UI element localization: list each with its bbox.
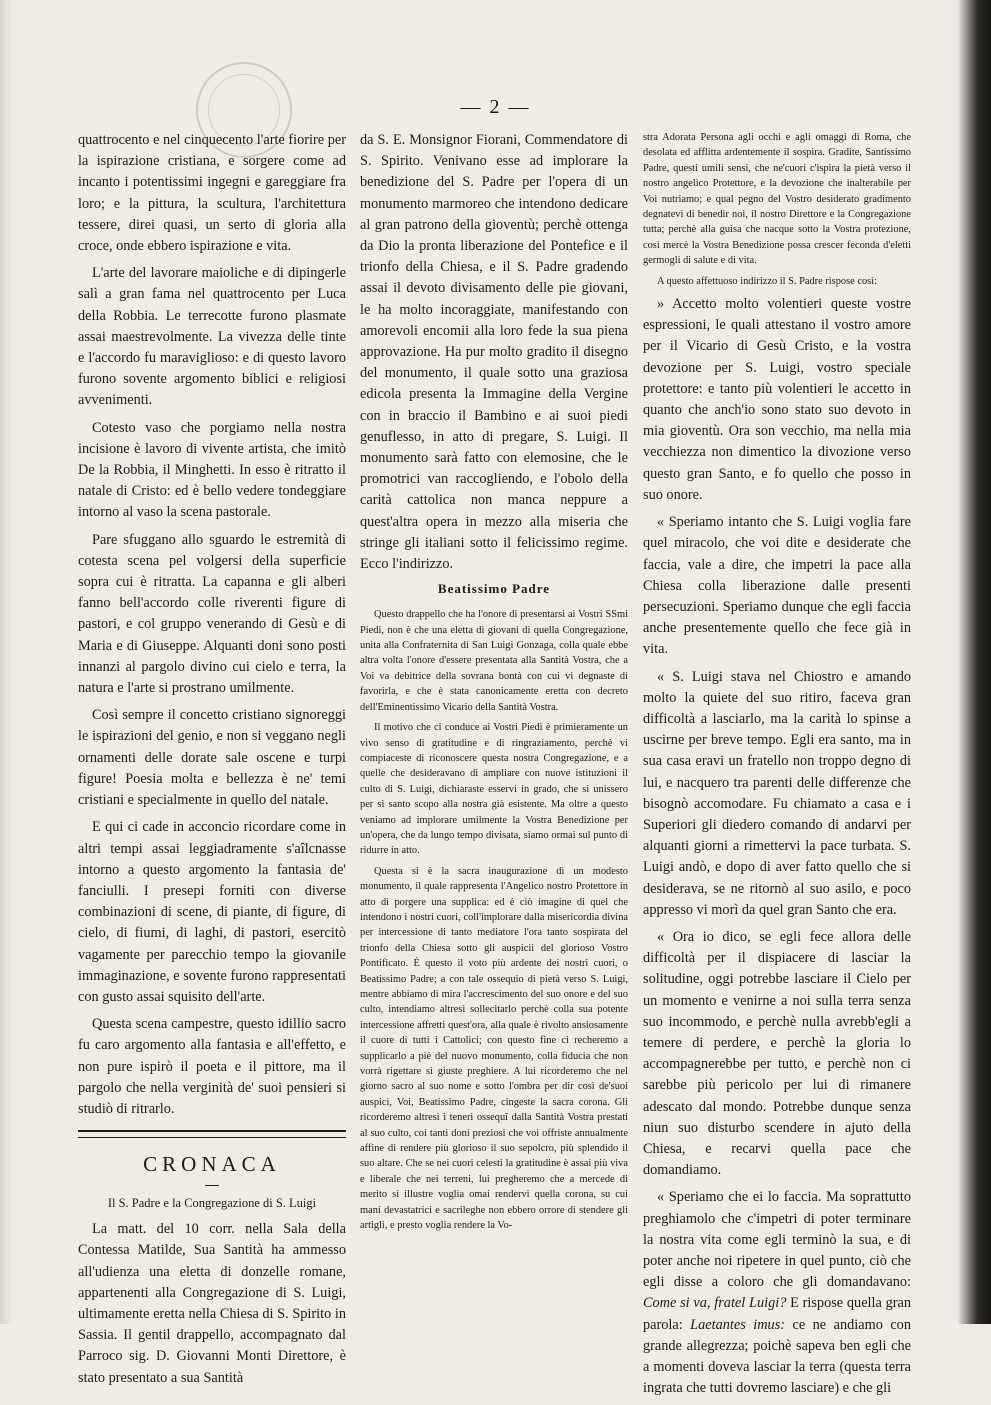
paragraph: » Accetto molto volentieri queste vostre espressioni, le quali attestano il vostro amore per il Vicario di Gesù Cristo, e la vostra devozione per S. Luigi, vostro speciale protettore: e tanto più volentieri le accetto in quanto che anch'io sono stato suo devoto in mia gioventù. Ora son vecchio, ma nella mia vecchiezza non dimentico la divozione verso questo gran Santo, e fo quello che posso in suo onore.: [643, 296, 911, 503]
paragraph: Questa scena campestre, questo idillio sacro fu caro argomento alla fantasia e all'effetto, e non pure ispirò il poeta e il pittore, ma il pargolo che nella verginità de' suoi pensieri si studiò di ritrarlo.: [78, 1016, 346, 1117]
paragraph: A questo affettuoso indirizzo il S. Padre rispose così:: [657, 275, 877, 287]
paragraph: da S. E. Monsignor Fiorani, Commendatore di S. Spirito. Venivano esse ad implorare la benedizione del S. Padre per l'opera di un monumento marmoreo che intendono dedicare al gran patrono della gioventù; perchè ottenga da Dio la pronta liberazione del Pontefice e il trionfo della Chiesa, e il S. Padre gradendo assai il devoto divisamento delle pie giovani, le ha molto incoraggiate, manifestando con amorevoli encomii alla loro fede la sua piena approvazione. Ha pur molto gradito il disegno del monumento, il quale sotto una graziosa edicola presenta la Immagine della Vergine con in braccio il Bambino e ai suoi piedi genuflesso, in atto di pregare, S. Luigi. Il monumento sarà fatto con elemosine, che le promotrici van raccogliendo, e l'obolo della carità cattolica non manca neppure a quest'altra opera in mezzo alla miseria che stringe gli italiani sotto il felicissimo regime. Ecco l'indirizzo.: [360, 132, 628, 573]
italic-quote: Come si va, fratel Luigi?: [643, 1295, 787, 1312]
paragraph: Cotesto vaso che porgiamo nella nostra incisione è lavoro di vivente artista, che imitò De la Robbia, il Minghetti. In esso è ritratto il natale di Cristo: ed è bello vedere tondeggiare intorno al vaso la scena pastorale.: [78, 419, 346, 521]
paragraph: quattrocento e nel cinquecento l'arte fiorire per la ispirazione cristiana, e sorgere come ad incanto i potentissimi ingegni e gareggiare fra loro; e la pittura, la scultura, l'architettura tessere, direi quasi, un serto di gloria alla croce, onde ebbero ispirazione e vita.: [78, 132, 346, 255]
scan-right-edge: [957, 0, 991, 1324]
paragraph: Pare sfuggano allo sguardo le estremità di cotesta scena pel volgersi della superficie sopra cui è ritratta. La capanna e gli alberi fanno bell'accordo colle riverenti figure di pastori, e col gruppo venerando di Gesù e di Maria e di Giuseppe. Alquanti doni sono posti innanzi al pargolo divino cui cielo e terra, la natura e l'arte si prostrano umilmente.: [78, 531, 346, 697]
italic-quote: Laetantes imus:: [690, 1316, 786, 1333]
page-number: — 2 —: [460, 96, 531, 118]
paragraph: L'arte del lavorare maioliche e di dipingerle salì a gran fama nel quattrocento per Luca della Robbia. Le terrecotte furono plasmate assai maestrevolmente. La vivezza delle tinte e l'accordo fu maraviglioso: e di questo lavoro furono sovente argomento biblici e religiosi avvenimenti.: [78, 265, 346, 409]
paragraph: La matt. del 10 corr. nella Sala della Contessa Matilde, Sua Santità ha ammesso all'udienza una eletta di donzelle romane, appartenenti alla Congregazione di S. Luigi, ultimamente eretta nella Chiesa di S. Spirito in Sassia. Il gentil drappello, accompagnato dal Parroco sig. D. Giovanni Monti Direttore, è stato presentato a sua Santità: [78, 1221, 346, 1386]
text-run: « Speriamo che ei lo faccia. Ma soprattutto preghiamolo che c'impetri di poter terminare la nostra vita come egli terminò la sua, e di poter anche noi ripetere in quel punto, ciò che egli disse a coloro che gli domandavano:: [643, 1189, 911, 1291]
title-dash: [205, 1185, 219, 1186]
text-run: E rispose quella gran parola:: [643, 1295, 912, 1333]
paragraph: Così sempre il concetto cristiano signoreggi le ispirazioni del genio, e non si veggano negli ornamenti delle dorate sale oscene e turpi figure! Poesia molta e bellezza è ne' temi cristiani e specialmente in quello del natale.: [78, 707, 346, 809]
paragraph: [643, 1187, 911, 1399]
section-divider: [78, 1130, 346, 1138]
address-heading: Beatissimo Padre: [437, 581, 551, 597]
column-1: [78, 130, 346, 1395]
paragraph: E qui ci cade in acconcio ricordare come in altri tempi assai leggiadramente s'aîlcnasse intorno a questo argomento la fantasia de' fanciulli. I presepi forniti con diverse combinazioni di scene, di piante, di figure, di cielo, di fiumi, di laghi, di pastori, esercitò vagamente per parecchio tempo la giovanile immaginazione, e sovente furono rappresentati con gusto assai squisito dell'arte.: [78, 819, 346, 1005]
scan-left-edge: [0, 0, 14, 1324]
address-paragraph: Il motivo che ci conduce ai Vostri Piedi è primieramente un vivo senso di gratitudine e di ringraziamento, perchè vi compiaceste di riconoscere questa nostra Congregazione, e a quelle che desideravano di ampliare con nuove istituzioni il culto di S. Luigi, dichiaraste esservi in grado, che si unissero per sì santo scopo alla nostra già esistente. Ma oltre a questo veniamo ad implorare umilmente la Vostra Benedizione per un'opera, che da lungo tempo divisata, siamo ormai sul punto di ridurre in atto.: [360, 722, 628, 857]
text-run: ce ne andiamo con grande allegrezza; poichè sapeva ben egli che a momenti doveva lasciar la terra (questa terra ingrata che tutti dovremo lasciare) e che gli: [643, 1316, 911, 1397]
address-paragraph: stra Adorata Persona agli occhi e agli omaggi di Roma, che desolata ed afflitta ardentemente il sospira. Gradite, Santissimo Padre, questi umili sensi, che ne'cuori c'ispira la pietà verso il nostro angelico Protettore, e la devozione che inalterabile per Voi nutriamo; e qual pegno del Vostro desiderato gradimento degnatevi di benedir noi, il nostro Direttore e la Congregazione tutta; perchè alla guisa che nacque sotto la Vostra protezione, così mercè la Vostra Benedizione possa crescer feconda d'eletti germogli di salute e di vita.: [643, 132, 911, 267]
column-3: [643, 130, 911, 1405]
article-subheading: Il S. Padre e la Congregazione di S. Luigi: [107, 1196, 317, 1211]
address-paragraph: Questa si è la sacra inaugurazione di un modesto monumento, il quale rappresenta l'Angelico nostro Protettore in atto di porgere una supplica: ed è ciò imagine di quel che intendono i nostri cuori, coll'implorare dalla misericordia divina per intercessione di tanto mediatore l'ora tanto sospirata del trionfo della Chiesa sotto gli auspicii del glorioso Vostro Pontificato. È questo il voto più ardente dei nostri cuori, o Beatissimo Padre; a con tale ossequio di pietà verso S. Luigi, mentre abbiamo di mira l'accrescimento del suo onore e del suo culto, intendiamo altresì sollecitarlo perchè colla sua potente intercessione affretti quest'ora, alla quale è rivolto ansiosamente il cuore di tutti i Cattolici; con questo fine ci recheremo a supplicarlo a piè del nuovo monumento, colla fiducia che non vorrà rigettare sì giuste preghiere. A lui ricorderemo che nel giorno sacro al suo nome e sotto l'ombra per dir così de'suoi auspici, Voi, Beatissimo Padre, cingeste la sacra corona. Gli ricorderemo altresì i teneri ossequî dalla Santità Vostra prestati al suo culto, coi tanti doni preziosi che voi offriste annualmente affine di rendere più glorioso il suo sepolcro, più splendido il suo altare. Che se nei cuori celesti la gratitudine è assai più viva e liberale che nei terreni, lui pregheremo che a mercede di merito sì illustre voglia omai rendervi quella corona, su cui mani devastatrici e sacrileghe non ebbero orrore di stendere gli artigli, e presto voglia rendere la Vo-: [360, 865, 628, 1232]
paragraph: « S. Luigi stava nel Chiostro e amando molto la quiete del suo ritiro, faceva gran difficoltà a lasciarlo, ma la carità lo spinse a uscirne per breve tempo. Egli era santo, ma in sua casa eravi un fratello non troppo degno di lui, e nacquero tra parenti delle differenze che bisognò accomodare. Fu chiamato a casa e i Superiori gli diedero comando di andarvi per alquanti giorni a rimettervi la pace turbata. S. Luigi andò, e dopo di aver fatto quello che si desiderava, se ne ritornò al suo asilo, e poco appresso vi morì da quel gran Santo che era.: [643, 668, 911, 918]
paragraph: « Speriamo intanto che S. Luigi voglia fare quel miracolo, che voi dite e desiderate che faccia, vale a dire, che impetri la pace alla Chiesa colla liberazione dalle presenti persecuzioni. Speriamo dunque che egli faccia anche presentemente quello che fece già in vita.: [643, 514, 911, 658]
section-title: CRONACA: [143, 1152, 281, 1177]
column-2: [360, 130, 628, 1239]
address-paragraph: Questo drappello che ha l'onore di presentarsi ai Vostri SSmi Piedi, non è che una eletta di giovani di quella Congregazione, unita alla Confraternita di San Luigi Gonzaga, colla quale ebbe altra volta l'onore d'essere presentata alla Santità Vostra, che a Voi va debitrice della sovrana bontà con cui vi degnaste di favorirla, e che è stata canonicamente eretta con decreto dell'Eminentissimo Vicario della Santità Vostra.: [360, 609, 628, 713]
paragraph: « Ora io dico, se egli fece allora delle difficoltà per il dispiacere di lasciar la solitudine, oggi potrebbe lasciare il Cielo per un momento e venirne a noi sulla terra senza suo incommodo, e perchè nulla avrebb'egli a temere di perdere, e perchè la gloria lo accompagnerebbe per tutto, e perchè non ci sarebbe più pericolo per lui di rimanere adescato dal mondo. Potrebbe dunque senza niun suo disturbo scendere in ajuto della Chiesa, e recarvi quella pace che domandiamo.: [643, 928, 911, 1179]
